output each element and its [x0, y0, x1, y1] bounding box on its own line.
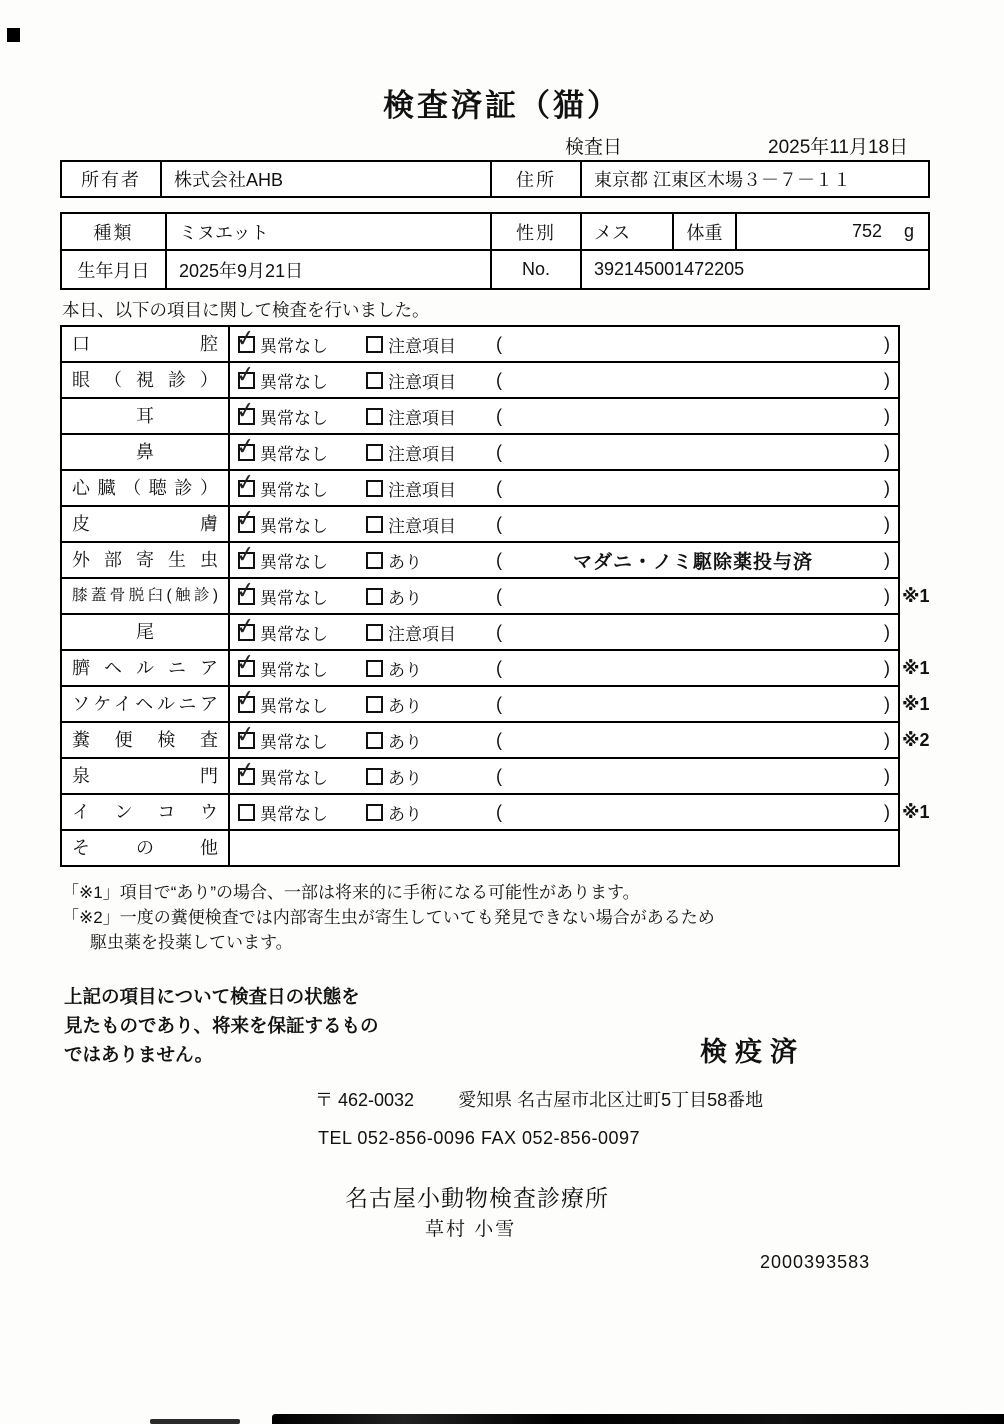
exam-item-label: その他	[62, 831, 230, 865]
checkbox-icon[interactable]	[238, 696, 255, 713]
clinic-address-line	[315, 1086, 763, 1112]
disclaimer-text	[64, 982, 379, 1069]
exam-row	[62, 507, 898, 543]
checkbox-icon[interactable]	[238, 768, 255, 785]
footnote-2b: 駆虫薬を投薬しています。	[90, 933, 293, 952]
paren-close: )	[884, 405, 890, 426]
checkbox-normal-group[interactable]	[238, 440, 366, 465]
exam-item-label: 尾	[62, 615, 230, 649]
no-value: 392145001472205	[594, 259, 745, 279]
checkbox-icon[interactable]	[238, 336, 255, 353]
paren-close: )	[884, 621, 890, 642]
paren-open: (	[496, 513, 502, 534]
checkbox-icon[interactable]	[238, 408, 255, 425]
checkbox-icon[interactable]	[366, 444, 383, 461]
exam-row	[62, 363, 898, 399]
paren-close: )	[884, 369, 890, 390]
checkbox-icon[interactable]	[366, 516, 383, 533]
checkbox-issue-group[interactable]	[366, 764, 494, 789]
veterinarian-name: 草村 小雪	[425, 1219, 517, 1240]
checkbox-issue-group[interactable]	[366, 800, 494, 825]
checkbox-normal-group[interactable]	[238, 800, 366, 825]
checkbox-icon[interactable]	[238, 552, 255, 569]
checkbox-icon[interactable]	[238, 660, 255, 677]
clinic-address: 愛知県 名古屋市北区辻町5丁目58番地	[458, 1090, 764, 1110]
exam-row-content	[230, 615, 898, 649]
checkbox-issue-label: あり	[388, 768, 422, 788]
exam-row-content	[230, 507, 898, 541]
checkbox-issue-group[interactable]	[366, 440, 494, 465]
paren-open: (	[496, 369, 502, 390]
footnote-1: 「※1」項目で“あり”の場合、一部は将来的に手術になる可能性があります。	[62, 883, 640, 902]
checkbox-issue-label: 注意項目	[388, 624, 456, 644]
checkbox-issue-group[interactable]	[366, 404, 494, 429]
checkbox-icon[interactable]	[238, 480, 255, 497]
checkbox-icon[interactable]	[366, 768, 383, 785]
exam-row	[62, 399, 898, 435]
exam-row	[62, 795, 930, 831]
checkbox-normal-label: 異常なし	[260, 624, 328, 644]
checkbox-issue-label: あり	[388, 696, 422, 716]
breed-label: 種類	[62, 214, 167, 249]
checkbox-normal-group[interactable]	[238, 368, 366, 393]
checkbox-normal-label: 異常なし	[260, 336, 328, 356]
exam-item-label: 膝蓋骨脱臼(触診)	[62, 579, 230, 613]
checkbox-issue-label: あり	[388, 804, 422, 824]
exam-row-content	[230, 327, 898, 361]
checkbox-icon[interactable]	[238, 624, 255, 641]
checkbox-issue-label: 注意項目	[388, 516, 456, 536]
address-value: 東京都 江東区木場３－７－１１	[594, 170, 851, 190]
checkbox-issue-group[interactable]	[366, 512, 494, 537]
checkbox-normal-group[interactable]	[238, 764, 366, 789]
paren-open: (	[496, 405, 502, 426]
paren-open: (	[496, 585, 502, 606]
checkbox-issue-label: 注意項目	[388, 336, 456, 356]
checkbox-icon[interactable]	[366, 336, 383, 353]
paren-close: )	[884, 693, 890, 714]
paren-open: (	[496, 765, 502, 786]
checkbox-icon[interactable]	[238, 732, 255, 749]
disclaimer-line-1: 上記の項目について検査日の状態を	[64, 986, 360, 1007]
checkbox-normal-group[interactable]	[238, 512, 366, 537]
exam-item-label: 鼻	[62, 435, 230, 469]
checkbox-issue-label: あり	[388, 552, 422, 572]
checkbox-normal-label: 異常なし	[260, 588, 328, 608]
paren-open: (	[496, 729, 502, 750]
checkbox-icon[interactable]	[366, 804, 383, 821]
paren-open: (	[496, 441, 502, 462]
exam-item-label: 口腔	[62, 327, 230, 361]
exam-item-label: 皮膚	[62, 507, 230, 541]
exam-note-mark: ※1	[902, 586, 930, 606]
checkbox-issue-label: 注意項目	[388, 408, 456, 428]
paren-close: )	[884, 513, 890, 534]
checkbox-normal-label: 異常なし	[260, 552, 328, 572]
exam-row-content	[230, 687, 898, 721]
exam-row	[62, 579, 930, 615]
exam-row-content	[230, 651, 898, 685]
checkbox-normal-group[interactable]	[238, 476, 366, 501]
owner-label: 所有者	[62, 162, 162, 196]
exam-intro-text: 本日、以下の項目に関して検査を行いました。	[62, 300, 430, 320]
checkbox-icon[interactable]	[366, 660, 383, 677]
no-label: No.	[492, 251, 582, 288]
paren-open: (	[496, 333, 502, 354]
checkbox-normal-label: 異常なし	[260, 660, 328, 680]
paren-close: )	[884, 441, 890, 462]
checkbox-normal-group[interactable]	[238, 692, 366, 717]
checkbox-issue-group[interactable]	[366, 656, 494, 681]
inspection-date-label: 検査日	[565, 137, 623, 158]
pet-table	[60, 212, 930, 290]
checkbox-icon[interactable]	[366, 732, 383, 749]
exam-row-content	[230, 759, 898, 793]
checkbox-issue-label: あり	[388, 588, 422, 608]
birthdate-value: 2025年9月21日	[167, 251, 492, 288]
checkbox-icon[interactable]	[238, 372, 255, 389]
exam-row	[62, 471, 898, 507]
exam-row	[62, 687, 930, 723]
checkbox-issue-group[interactable]	[366, 728, 494, 753]
checkbox-icon[interactable]	[238, 516, 255, 533]
exam-item-label: 耳	[62, 399, 230, 433]
checkbox-normal-group[interactable]	[238, 584, 366, 609]
disclaimer-line-3: ではありません。	[64, 1044, 214, 1065]
exam-row-content	[230, 471, 898, 505]
disclaimer-line-2: 見たものであり、将来を保証するもの	[64, 1015, 379, 1036]
exam-item-label: 泉門	[62, 759, 230, 793]
exam-row-content	[230, 579, 898, 613]
checkbox-issue-group[interactable]	[366, 332, 494, 357]
weight-label: 体重	[674, 214, 737, 249]
paren-close: )	[884, 801, 890, 822]
checkbox-issue-label: 注意項目	[388, 444, 456, 464]
owner-table	[60, 160, 930, 198]
exam-item-label: 糞便検査	[62, 723, 230, 757]
exam-row	[62, 543, 898, 579]
exam-note-mark: ※1	[902, 658, 930, 678]
sex-value: メス	[582, 214, 674, 249]
postal-code: 〒 462-0032	[315, 1090, 415, 1110]
serial-number: 2000393583	[760, 1252, 871, 1272]
exam-row	[62, 759, 898, 795]
exam-row-content	[230, 723, 898, 757]
checkbox-normal-label: 異常なし	[260, 480, 328, 500]
checkbox-issue-group[interactable]	[366, 548, 494, 573]
paren-open: (	[496, 477, 502, 498]
exam-row	[62, 723, 930, 759]
checkbox-normal-label: 異常なし	[260, 444, 328, 464]
exam-row-content	[230, 543, 898, 577]
inspection-date-value: 2025年11月18日	[768, 137, 909, 158]
checkbox-normal-group[interactable]	[238, 332, 366, 357]
checkbox-normal-group[interactable]	[238, 656, 366, 681]
checkbox-icon[interactable]	[366, 696, 383, 713]
exam-item-label: インコウ	[62, 795, 230, 829]
exam-row	[62, 615, 898, 651]
checkbox-icon[interactable]	[366, 480, 383, 497]
weight-unit: g	[903, 221, 914, 241]
checkbox-normal-group[interactable]	[238, 620, 366, 645]
checkbox-issue-label: あり	[388, 660, 422, 680]
exam-row-content	[230, 795, 898, 829]
checkbox-issue-group[interactable]	[366, 620, 494, 645]
checkbox-normal-group[interactable]	[238, 548, 366, 573]
checkbox-normal-label: 異常なし	[260, 804, 328, 824]
checkbox-normal-label: 異常なし	[260, 768, 328, 788]
checkbox-normal-group[interactable]	[238, 728, 366, 753]
paren-open: (	[496, 621, 502, 642]
checkbox-issue-group[interactable]	[366, 692, 494, 717]
footnotes	[62, 880, 715, 955]
checkbox-normal-label: 異常なし	[260, 516, 328, 536]
checkbox-icon[interactable]	[366, 588, 383, 605]
exam-note-mark: ※1	[902, 802, 930, 822]
checkbox-icon[interactable]	[366, 552, 383, 569]
checkbox-icon[interactable]	[366, 408, 383, 425]
page-title: 検査済証（猫）	[383, 88, 621, 123]
paren-close: )	[884, 333, 890, 354]
weight-value: 752	[851, 221, 882, 241]
exam-row-content	[230, 435, 898, 469]
checkbox-issue-group[interactable]	[366, 476, 494, 501]
paren-open: (	[496, 693, 502, 714]
exam-row	[62, 831, 898, 865]
quarantine-stamp: 検疫済	[700, 1037, 805, 1067]
paren-close: )	[884, 657, 890, 678]
exam-item-label: 心臓（聴診）	[62, 471, 230, 505]
paren-annotation-text: マダニ・ノミ駆除薬投与済	[572, 551, 813, 573]
paren-open: (	[496, 657, 502, 678]
paren-close: )	[884, 585, 890, 606]
paren-open: (	[496, 549, 502, 570]
checkbox-issue-group[interactable]	[366, 584, 494, 609]
exam-row	[62, 651, 930, 687]
checkbox-normal-label: 異常なし	[260, 408, 328, 428]
exam-note-mark: ※2	[902, 730, 930, 750]
checkbox-icon[interactable]	[366, 624, 383, 641]
exam-item-label: 臍ヘルニア	[62, 651, 230, 685]
exam-note-mark: ※1	[902, 694, 930, 714]
checkbox-normal-label: 異常なし	[260, 372, 328, 392]
paren-close: )	[884, 765, 890, 786]
tel-fax-line: TEL 052-856-0096 FAX 052-856-0097	[318, 1128, 641, 1148]
exam-item-label: ソケイヘルニア	[62, 687, 230, 721]
exam-item-label: 眼（視診）	[62, 363, 230, 397]
scan-artifact-corner	[7, 28, 20, 42]
checkbox-normal-group[interactable]	[238, 404, 366, 429]
checkbox-issue-label: 注意項目	[388, 372, 456, 392]
checkbox-issue-label: 注意項目	[388, 480, 456, 500]
checkbox-icon[interactable]	[238, 444, 255, 461]
paren-close: )	[884, 729, 890, 750]
checkbox-issue-label: あり	[388, 732, 422, 752]
paren-open: (	[496, 801, 502, 822]
owner-value: 株式会社AHB	[162, 162, 492, 196]
paren-close: )	[884, 477, 890, 498]
exam-item-label: 外部寄生虫	[62, 543, 230, 577]
scan-artifact-smudge	[272, 1414, 1004, 1424]
checkbox-icon[interactable]	[238, 804, 255, 821]
checkbox-issue-group[interactable]	[366, 368, 494, 393]
checkbox-normal-label: 異常なし	[260, 732, 328, 752]
footnote-2: 「※2」一度の糞便検査では内部寄生虫が寄生していても発見できない場合があるため	[62, 908, 715, 927]
checkbox-icon[interactable]	[366, 372, 383, 389]
sex-label: 性別	[492, 214, 582, 249]
exam-row-content	[230, 363, 898, 397]
checkbox-normal-label: 異常なし	[260, 696, 328, 716]
exam-row	[62, 435, 898, 471]
birthdate-label: 生年月日	[62, 251, 167, 288]
paren-close: )	[884, 549, 890, 570]
scan-artifact-smudge	[150, 1419, 240, 1424]
clinic-name: 名古屋小動物検査診療所	[345, 1185, 609, 1211]
breed-value: ミヌエット	[167, 214, 492, 249]
exam-row	[62, 327, 898, 363]
checkbox-icon[interactable]	[238, 588, 255, 605]
exam-row-content	[230, 399, 898, 433]
exam-table	[60, 325, 930, 867]
address-label: 住所	[492, 162, 582, 196]
